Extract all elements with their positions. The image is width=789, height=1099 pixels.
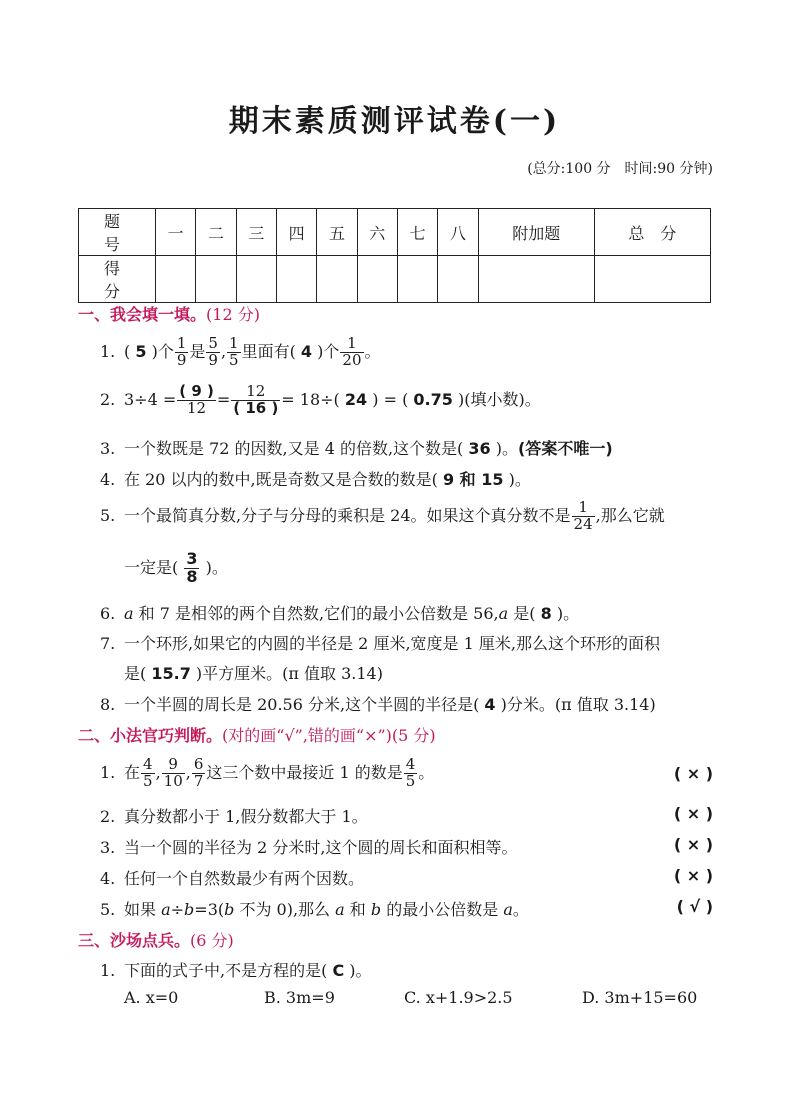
score-entry-cell[interactable] [478,256,594,303]
score-entry-cell[interactable] [357,256,397,303]
question-number: 3. [100,838,116,857]
question-number: 2. [100,807,116,826]
text: )分米。(π 值取 3.14) [500,695,656,714]
numerator: 1 [340,336,363,353]
section-title: 一、我会填一填。 [78,305,207,324]
text: 在 20 以内的数中,既是奇数又是合数的数是( [124,470,438,489]
score-cell: 六 [357,209,397,256]
text: )。 [556,604,580,623]
score-cell: 七 [397,209,437,256]
text: )。 [349,961,372,980]
text: = [216,389,231,409]
judgment-mark[interactable]: ( × ) [673,835,713,854]
choice-d[interactable]: D. 3m+15=60 [582,988,698,1007]
question-number: 2. [100,389,116,409]
question-number: 5. [100,900,116,919]
text: 任何一个自然数最少有两个因数。 [124,869,365,888]
answer: 5 [135,341,147,361]
denominator: 5 [229,350,239,369]
answer: 36 [468,439,491,458]
question [100,467,531,490]
question [100,835,517,858]
denominator: 10 [163,771,183,790]
text: ( [124,341,131,361]
answer: 15.7 [151,664,191,683]
score-cell: 一 [156,209,196,256]
section-title: 三、沙场点兵。 [78,931,191,950]
fraction [192,757,206,790]
denominator: 9 [208,350,218,369]
question [100,866,364,889]
exam-meta: (总分:100 分 时间:90 分钟) [527,161,713,177]
section-heading [78,723,436,746]
question-number: 1. [100,341,116,361]
numerator: 5 [208,334,218,352]
text: 这三个数中最接近 1 的数是 [206,762,403,782]
text: 下面的式子中,不是方程的是( [124,961,328,980]
score-table [78,208,711,303]
answer-fraction [184,551,199,586]
variable: a [503,900,513,919]
text: 和 7 是相邻的两个自然数,它们的最小公倍数是 56, [133,604,499,623]
text: ,那么它就 [595,505,665,525]
question-number: 7. [100,634,116,653]
fraction [177,384,216,417]
answer: 24 [344,389,368,409]
question [100,500,665,533]
score-entry-cell[interactable] [397,256,437,303]
section-heading [78,302,260,325]
answer-note: (答案不唯一) [518,439,613,458]
numerator: 4 [143,755,153,773]
text: )。 [495,439,519,458]
text: 。 [364,341,381,361]
answer: 4 [484,695,496,714]
fraction [175,336,189,369]
choice-b[interactable]: B. 3m=9 [264,988,335,1007]
numerator: 6 [193,755,204,773]
text: 真分数都小于 1,假分数都大于 1。 [124,807,368,826]
score-table-input-row [79,256,711,303]
fraction [231,384,280,417]
judgment-mark[interactable]: ( × ) [673,764,713,783]
answer: 4 [300,341,313,361]
score-cell: 题 号 [79,209,156,256]
numerator: 1 [229,334,239,352]
answer: 9 和 15 [442,470,504,489]
fraction [572,500,595,533]
section-points: (12 分) [206,305,260,324]
variable: a [124,604,134,623]
expression: a÷b [161,900,195,919]
score-cell: 二 [196,209,236,256]
question [100,384,541,417]
numerator: 3 [186,549,198,568]
score-cell: 三 [236,209,276,256]
fraction [206,336,220,369]
score-table-header-row [79,209,711,256]
question [100,336,381,369]
score-cell: 总 分 [594,209,710,256]
score-entry-cell[interactable] [236,256,276,303]
text: 在 [124,762,141,782]
question [100,631,660,654]
score-cell: 附加题 [478,209,594,256]
text: 当一个圆的半径为 2 分米时,这个圆的周长和面积相等。 [124,838,518,857]
text: )个 [317,341,340,361]
fraction [162,757,185,790]
denominator: 24 [573,514,593,533]
text: =3( [194,900,225,919]
denominator: 9 [176,350,187,369]
section-title: 二、小法官巧判断。 [78,726,223,745]
denominator: 20 [342,350,362,369]
question [100,436,613,459]
numerator: ( 9 ) [179,382,214,400]
numerator: 9 [162,757,185,774]
score-row-label: 得 分 [79,256,156,303]
question-number: 5. [100,505,116,525]
text: 不为 0),那么 [234,900,336,919]
denominator: 12 [187,398,207,417]
denominator: 7 [193,771,204,790]
question-number: 1. [100,961,116,980]
text: 。 [512,900,529,919]
variable: a [498,604,509,623]
variable: b [224,900,235,919]
page-title: 期末素质测评试卷(一) [228,104,561,139]
denominator: 5 [143,771,153,790]
question [100,692,656,715]
question [100,958,372,981]
judgment-mark[interactable]: ( √ ) [676,897,713,916]
question [100,601,579,624]
score-entry-cell[interactable] [438,256,478,303]
question [100,897,529,920]
question-number: 8. [100,695,116,714]
score-entry-cell[interactable] [594,256,710,303]
score-cell: 八 [438,209,478,256]
text: ) = ( [372,389,409,409]
answer: 8 [540,604,552,623]
score-entry-cell[interactable] [317,256,357,303]
text: , [220,341,227,361]
fraction [340,336,363,369]
question-continued [124,551,228,586]
score-entry-cell[interactable] [196,256,236,303]
text: )(填小数)。 [457,389,541,409]
text: = 18÷( [281,389,340,409]
question [100,804,368,827]
denominator: 5 [405,771,416,790]
choices [124,988,697,1007]
text: 一个数既是 72 的因数,又是 4 的倍数,这个数是( [124,439,464,458]
variable: b [370,900,382,919]
text: 一个最简真分数,分子与分母的乘积是 24。如果这个真分数不是 [124,505,571,525]
text: 3÷4 = [124,389,177,409]
choice-c[interactable]: C. x+1.9>2.5 [404,988,513,1007]
text: )个 [151,341,174,361]
text: )。 [205,557,228,577]
text: 是( [508,604,536,623]
text: 是( [124,664,147,683]
question: 1. 在 $\frac{4}{5}$ , $\frac{9}{10}$ , $\frac{6}{7}$ 这三个数中最接近 1 的数是 $\frac{4}{5}$ 。 [100,755,435,790]
answer: C [332,961,345,980]
text: 是 [189,341,206,361]
text: 里面有( [241,341,296,361]
question-number: 6. [100,604,116,623]
text: 。 [418,762,435,782]
text: 一个半圆的周长是 20.56 分米,这个半圆的半径是( [124,695,480,714]
question-number: 3. [100,439,116,458]
text: 和 [344,900,371,919]
choice-a[interactable]: A. x=0 [124,988,179,1007]
numerator: 1 [176,334,187,352]
question-number: 4. [100,869,116,888]
text: 一个环形,如果它的内圆的半径是 2 厘米,宽度是 1 厘米,那么这个环形的面积 [124,634,660,653]
text: )。 [508,470,531,489]
score-cell: 四 [276,209,316,256]
numerator: 12 [231,384,280,401]
question-number: 1. [100,762,116,782]
section-points: (6 分) [190,931,234,950]
denominator: 8 [186,566,198,586]
text: 的最小公倍数是 [381,900,504,919]
score-cell: 五 [317,209,357,256]
text: 如果 [124,900,162,919]
score-entry-cell[interactable] [276,256,316,303]
numerator: 1 [572,500,595,517]
judgment-mark[interactable]: ( × ) [673,804,713,823]
question-continued [124,661,383,684]
score-entry-cell[interactable] [156,256,196,303]
question-number: 4. [100,470,116,489]
answer: 0.75 [413,389,453,409]
numerator: 4 [405,755,416,773]
denominator: ( 16 ) [233,398,279,417]
section-heading [78,928,234,951]
fraction [227,336,241,369]
text: 一定是( [124,557,179,577]
section-instructions: (对的画“√”,错的画“×”)(5 分) [222,726,436,745]
judgment-mark[interactable]: ( × ) [673,866,713,885]
text: )平方厘米。(π 值取 3.14) [195,664,383,683]
fraction [141,757,155,790]
variable: a [335,900,345,919]
fraction [404,757,418,790]
